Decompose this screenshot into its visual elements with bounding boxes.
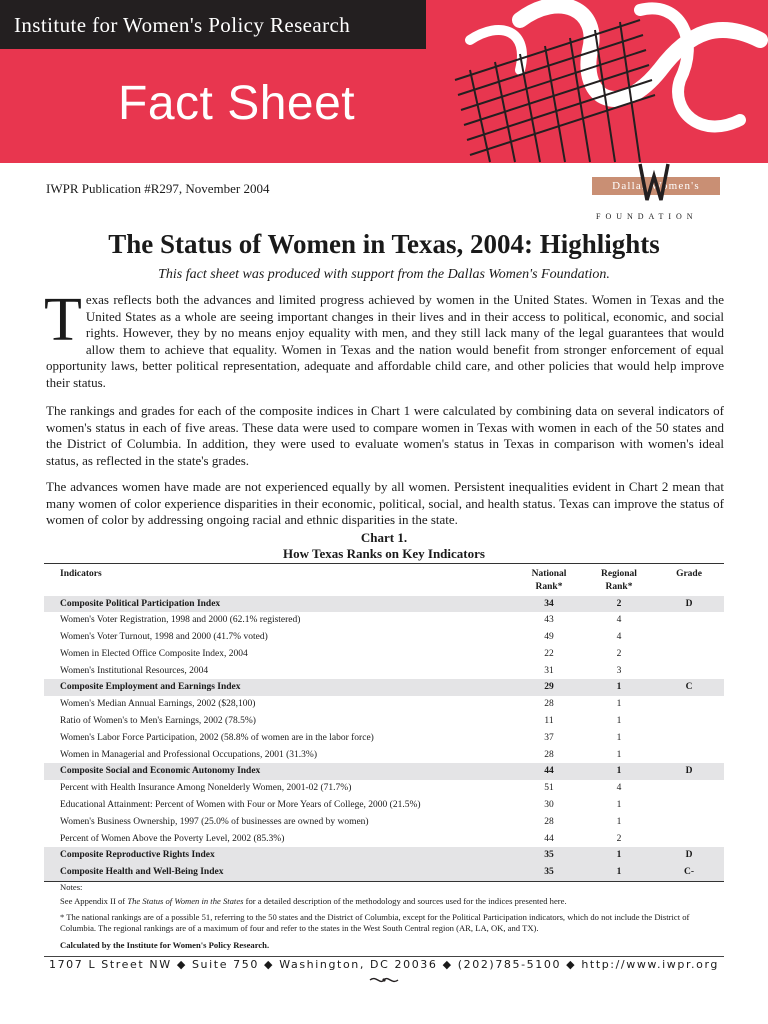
national-rank-cell: 51 bbox=[544, 783, 554, 794]
regional-rank-cell: 2 bbox=[584, 596, 654, 613]
composite-index-row bbox=[44, 596, 724, 613]
composite-index-row bbox=[44, 679, 724, 696]
indicator-row bbox=[44, 713, 724, 730]
regional-rank-cell: 1 bbox=[584, 864, 654, 881]
institute-name: Institute for Women's Policy Research bbox=[14, 13, 351, 37]
indicator-row bbox=[44, 612, 724, 629]
regional-rank-cell: 1 bbox=[584, 763, 654, 780]
grade-cell bbox=[654, 797, 724, 814]
grade-cell: D bbox=[654, 763, 724, 780]
national-rank-cell: 37 bbox=[544, 732, 554, 743]
national-rank-cell: 44 bbox=[514, 763, 584, 780]
grade-cell: D bbox=[654, 847, 724, 864]
regional-rank-cell: 1 bbox=[616, 749, 622, 760]
national-rank-cell: 43 bbox=[544, 615, 554, 626]
note-methodology-pre: See Appendix II of bbox=[60, 896, 128, 906]
regional-rank-cell: 2 bbox=[616, 833, 622, 844]
national-rank-cell: 35 bbox=[514, 847, 584, 864]
col-header-regional-line1: Regional bbox=[601, 569, 637, 579]
footer-address bbox=[0, 955, 768, 973]
national-rank-cell: 34 bbox=[514, 596, 584, 613]
disparities-paragraph: The advances women have made are not experienced equally by all women. Persistent inequalities evident in Chart 2 mean that many women of color experience disparities in their economic, political, social, and health status. Texas can improve the status of women of color by addressing ongoing racial and ethnic disparities in the state. bbox=[46, 479, 724, 527]
grade-cell bbox=[654, 696, 724, 713]
indicator-cell: Women's Voter Turnout, 1998 and 2000 (41.7% voted) bbox=[60, 632, 268, 643]
indicator-row bbox=[44, 797, 724, 814]
col-header-regional-rank bbox=[584, 564, 654, 596]
indicator-cell: Composite Political Participation Index bbox=[44, 596, 514, 613]
rankings-paragraph: The rankings and grades for each of the composite indices in Chart 1 were calculated by combining data on several indicators of women's status in each of five areas. These data were used to compare women in Texas with women in each of the 50 states and the District of Columbia. In addition, they were used to evaluate women's status in Texas in comparison with women's ideal status, as reflected in the state's grades. bbox=[46, 403, 724, 468]
grade-cell: D bbox=[654, 596, 724, 613]
logo-foundation-label: FOUNDATION bbox=[596, 212, 698, 221]
indicator-row bbox=[44, 696, 724, 713]
national-rank-cell: 29 bbox=[514, 679, 584, 696]
fact-sheet-heading: Fact Sheet bbox=[118, 77, 356, 130]
regional-rank-cell: 4 bbox=[616, 615, 622, 626]
dallas-womens-foundation-logo bbox=[586, 160, 726, 224]
regional-rank-cell: 1 bbox=[616, 816, 622, 827]
note-methodology bbox=[60, 896, 720, 907]
indicator-row bbox=[44, 780, 724, 797]
intro-paragraph bbox=[44, 286, 724, 391]
chart-label: Chart 1. bbox=[360, 530, 408, 545]
indicator-cell: Women's Institutional Resources, 2004 bbox=[60, 665, 209, 676]
indicator-cell: Composite Employment and Earnings Index bbox=[44, 679, 514, 696]
indicator-row bbox=[44, 629, 724, 646]
indicator-cell: Percent of Women Above the Poverty Level, 2002 (85.3%) bbox=[60, 833, 285, 844]
grade-cell bbox=[654, 730, 724, 747]
regional-rank-cell: 3 bbox=[616, 665, 622, 676]
header-banner bbox=[0, 0, 768, 163]
logo-name-bar: Dallas Women's bbox=[592, 177, 720, 195]
document-title: The Status of Women in Texas, 2004: Highlights bbox=[108, 229, 660, 259]
rankings-table bbox=[44, 563, 724, 882]
table-body bbox=[44, 596, 724, 882]
grade-cell bbox=[654, 814, 724, 831]
footer-ornament bbox=[368, 975, 400, 985]
logo-w-mark bbox=[638, 160, 670, 204]
note-methodology-post: for a detailed description of the methodology and sources used for the indices presented here. bbox=[243, 896, 567, 906]
indicator-cell: Ratio of Women's to Men's Earnings, 2002 (78.5%) bbox=[60, 716, 256, 727]
composite-index-row bbox=[44, 763, 724, 780]
composite-index-row bbox=[44, 864, 724, 881]
national-rank-cell: 28 bbox=[544, 749, 554, 760]
indicator-cell: Women in Elected Office Composite Index, 2004 bbox=[60, 648, 248, 659]
regional-rank-cell: 1 bbox=[616, 800, 622, 811]
col-header-grade: Grade bbox=[676, 569, 702, 579]
indicator-cell: Composite Health and Well-Being Index bbox=[44, 864, 514, 881]
intro-paragraph-text: exas reflects both the advances and limited progress achieved by women in the United States. Women in Texas and the United States as a whole are seeing important changes in their lives and in their access to political, economic, and social rights. However, they by no means enjoy equality with men, and they still lack many of the legal guarantees that would allow them to achieve that equality. Women in Texas and the nation would benefit from stronger enforcement of equal opportunity laws, better political representation, adequate and affordable child care, and other policies that would help improve their status. bbox=[46, 292, 724, 390]
national-rank-cell: 49 bbox=[544, 632, 554, 643]
notes-label: Notes: bbox=[60, 882, 83, 892]
indicator-row bbox=[44, 646, 724, 663]
chart-title: How Texas Ranks on Key Indicators bbox=[283, 546, 485, 561]
note-rankings: * The national rankings are of a possible 51, referring to the 50 states and the District of Columbia, except for the Political Participation indicators, which do not include the District of Columbia. The regional rankings are of a maximum of four and refer to the states in the West South Central region (AR, LA, OK, and TX). bbox=[60, 912, 690, 933]
document-subtitle: This fact sheet was produced with support from the Dallas Women's Foundation. bbox=[158, 267, 610, 282]
regional-rank-cell: 4 bbox=[616, 632, 622, 643]
national-rank-cell: 31 bbox=[544, 665, 554, 676]
grade-cell bbox=[654, 831, 724, 848]
composite-index-row bbox=[44, 847, 724, 864]
note-methodology-book: The Status of Women in the States bbox=[127, 896, 244, 906]
publication-line: IWPR Publication #R297, November 2004 bbox=[46, 181, 270, 196]
note-calculated-by: Calculated by the Institute for Women's Policy Research. bbox=[60, 940, 270, 950]
regional-rank-cell: 1 bbox=[616, 699, 622, 710]
indicator-row bbox=[44, 730, 724, 747]
col-header-regional-line2: Rank* bbox=[605, 582, 633, 592]
national-rank-cell: 22 bbox=[544, 648, 554, 659]
national-rank-cell: 44 bbox=[544, 833, 554, 844]
table-header-row bbox=[44, 564, 724, 596]
drop-cap: T bbox=[44, 286, 82, 354]
col-header-national-line2: Rank* bbox=[535, 582, 563, 592]
indicator-cell: Percent with Health Insurance Among Nonelderly Women, 2001-02 (71.7%) bbox=[60, 783, 352, 794]
indicator-cell: Educational Attainment: Percent of Women with Four or More Years of College, 2000 (21.5%) bbox=[60, 800, 421, 811]
grade-cell bbox=[654, 747, 724, 764]
col-header-national-rank bbox=[514, 564, 584, 596]
institute-bar bbox=[0, 0, 426, 49]
indicator-cell: Women in Managerial and Professional Occupations, 2001 (31.3%) bbox=[60, 749, 317, 760]
regional-rank-cell: 1 bbox=[616, 716, 622, 727]
regional-rank-cell: 4 bbox=[616, 783, 622, 794]
indicator-row bbox=[44, 747, 724, 764]
indicator-row bbox=[44, 814, 724, 831]
grade-cell bbox=[654, 713, 724, 730]
indicator-row bbox=[44, 831, 724, 848]
national-rank-cell: 11 bbox=[544, 716, 554, 727]
grade-cell bbox=[654, 780, 724, 797]
indicator-cell: Women's Business Ownership, 1997 (25.0% of businesses are owned by women) bbox=[60, 816, 369, 827]
indicator-cell: Composite Reproductive Rights Index bbox=[44, 847, 514, 864]
chart-heading bbox=[0, 530, 768, 562]
col-header-indicators: Indicators bbox=[60, 569, 102, 579]
grade-cell: C- bbox=[654, 864, 724, 881]
grade-cell bbox=[654, 646, 724, 663]
grade-cell: C bbox=[654, 679, 724, 696]
national-rank-cell: 30 bbox=[544, 800, 554, 811]
indicator-cell: Composite Social and Economic Autonomy Index bbox=[44, 763, 514, 780]
indicator-cell: Women's Voter Registration, 1998 and 2000 (62.1% registered) bbox=[60, 615, 301, 626]
national-rank-cell: 28 bbox=[544, 699, 554, 710]
grade-cell bbox=[654, 612, 724, 629]
national-rank-cell: 28 bbox=[544, 816, 554, 827]
regional-rank-cell: 1 bbox=[616, 732, 622, 743]
indicator-cell: Women's Labor Force Participation, 2002 (58.8% of women are in the labor force) bbox=[60, 732, 374, 743]
grade-cell bbox=[654, 629, 724, 646]
indicator-row bbox=[44, 663, 724, 680]
national-rank-cell: 35 bbox=[514, 864, 584, 881]
regional-rank-cell: 1 bbox=[584, 679, 654, 696]
indicator-cell: Women's Median Annual Earnings, 2002 ($28,100) bbox=[60, 699, 256, 710]
regional-rank-cell: 2 bbox=[616, 648, 622, 659]
grade-cell bbox=[654, 663, 724, 680]
col-header-national-line1: National bbox=[531, 569, 567, 579]
footer-address-text: 1707 L Street NW ◆ Suite 750 ◆ Washington, DC 20036 ◆ (202)785-5100 ◆ http://www.iwpr.org bbox=[43, 958, 725, 971]
regional-rank-cell: 1 bbox=[584, 847, 654, 864]
